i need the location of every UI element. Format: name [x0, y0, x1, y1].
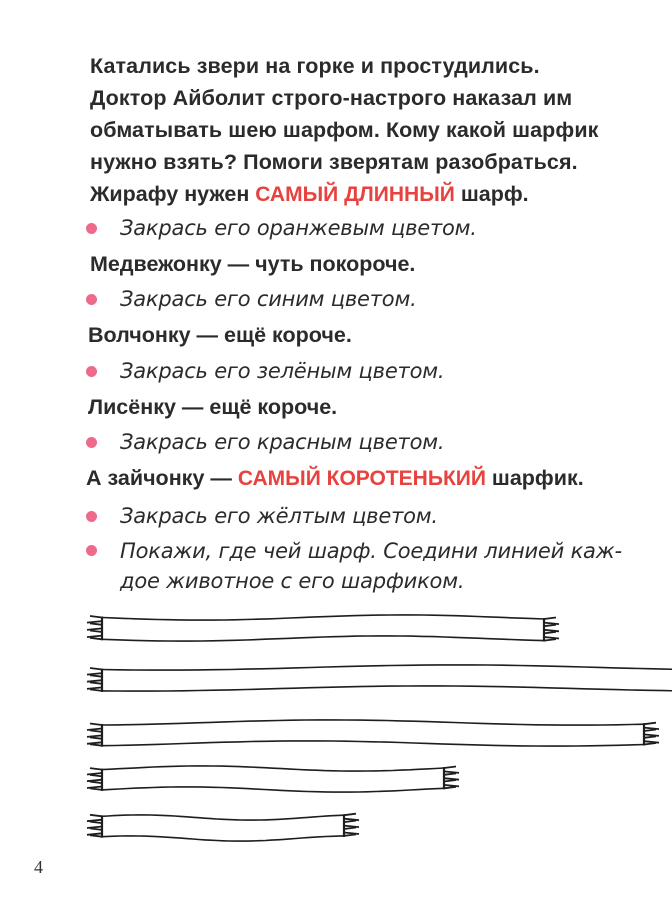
scarf-fringe	[87, 833, 102, 835]
instruction-text: Закрась его оранжевым цветом.	[120, 216, 477, 240]
scarf-fringe	[344, 828, 356, 830]
scarf-fringe	[544, 637, 559, 639]
scarf-fringe	[90, 724, 102, 726]
instruction-text: Закрась его красным цветом.	[120, 430, 445, 454]
intro-line: нужно взять? Помоги зверятам разобраться.	[90, 150, 578, 174]
scarf-fringe	[644, 741, 659, 743]
hare-text-end: шарфик.	[485, 466, 584, 490]
scarf-fringe	[344, 834, 356, 836]
instruction-text: Покажи, где чей шарф. Соедини линией каж-	[120, 539, 622, 563]
wolf-line: Волчонку — ещё короче.	[88, 323, 352, 347]
hare-text: А зайчонку —	[86, 466, 238, 490]
scarf-fringe	[644, 723, 656, 725]
scarf-fringe	[90, 623, 102, 625]
scarf-fringe	[90, 828, 102, 830]
scarf-fringe	[444, 787, 456, 789]
bear-line: Медвежонку — чуть покороче.	[90, 252, 416, 276]
instruction-text: Закрась его зелёным цветом.	[120, 359, 445, 383]
scarf-fringe	[644, 736, 656, 738]
scarf-fringe	[87, 680, 102, 682]
scarf-2[interactable]	[87, 665, 672, 692]
instruction-text: Закрась его синим цветом.	[120, 287, 417, 311]
scarf-fringe	[87, 787, 102, 789]
scarf-fringe	[90, 616, 102, 618]
giraffe-highlight: САМЫЙ ДЛИННЫЙ	[255, 183, 455, 206]
scarf-fringe	[344, 819, 359, 821]
scarf-fringe	[644, 734, 659, 736]
scarf-fringe	[90, 835, 102, 837]
intro-line: Доктор Айболит строго-настрого наказал им	[90, 86, 573, 110]
fox-line: Лисёнку — ещё короче.	[88, 395, 338, 419]
scarf-fringe	[87, 773, 102, 775]
scarf-fringe	[90, 788, 102, 790]
intro-line: обматывать шею шарфом. Кому какой шарфик	[90, 118, 599, 142]
page-number: 4	[34, 857, 43, 877]
intro-line: Катались звери на горке и простудились.	[90, 54, 540, 78]
scarf-fringe	[87, 687, 102, 689]
scarf-fringe	[544, 639, 556, 641]
scarf-fringe	[544, 625, 556, 627]
scarf-body	[102, 665, 672, 691]
scarf-fringe	[444, 773, 456, 775]
giraffe-text: Жирафу нужен	[90, 182, 256, 206]
scarf-fringe	[544, 632, 556, 634]
scarf-fringe	[90, 675, 102, 677]
scarf-fringe	[90, 668, 102, 670]
scarf-fringe	[544, 618, 556, 620]
scarf-fringe	[344, 814, 356, 816]
scarf-fringe	[644, 743, 656, 745]
scarf-fringe	[644, 730, 656, 732]
scarf-fringe	[87, 628, 102, 630]
scarf-fringe	[90, 682, 102, 684]
scarf-fringe	[87, 742, 102, 744]
scarf-fringe	[90, 822, 102, 824]
scarf-fringe	[90, 744, 102, 746]
scarf-fringe	[90, 730, 102, 732]
scarf-fringe	[87, 729, 102, 731]
scarf-fringe	[444, 780, 456, 782]
instruction-text: дое животное с его шарфиком.	[120, 569, 465, 593]
scarf-5[interactable]	[87, 814, 359, 841]
scarf-fringe	[344, 833, 359, 835]
scarf-fringe	[90, 782, 102, 784]
scarf-fringe	[87, 621, 102, 623]
scarf-fringe	[644, 728, 659, 730]
scarf-fringe	[544, 630, 559, 632]
scarf-fringe	[344, 821, 356, 823]
scarf-fringe	[90, 737, 102, 739]
scarf-fringe	[344, 826, 359, 828]
scarf-4[interactable]	[87, 766, 459, 792]
scarf-fringe	[444, 785, 459, 787]
scarf-fringe	[87, 673, 102, 675]
scarf-fringe	[87, 636, 102, 638]
scarf-fringe	[87, 827, 102, 829]
scarf-fringe	[444, 778, 459, 780]
scarf-fringe	[87, 780, 102, 782]
scarf-fringe	[90, 689, 102, 691]
scarf-fringe	[444, 767, 456, 769]
scarf-fringe	[90, 775, 102, 777]
scarf-fringe	[87, 820, 102, 822]
hare-highlight: САМЫЙ КОРОТЕНЬКИЙ	[237, 467, 486, 490]
scarf-1[interactable]	[87, 615, 559, 642]
giraffe-text-end: шарф.	[454, 182, 529, 206]
scarf-fringe	[90, 768, 102, 770]
scarf-3[interactable]	[87, 720, 659, 747]
scarf-fringe	[90, 815, 102, 817]
scarf-fringe	[444, 771, 459, 773]
scarf-fringe	[90, 631, 102, 633]
scarf-fringe	[544, 623, 559, 625]
scarf-fringe	[87, 735, 102, 737]
instruction-text: Закрась его жёлтым цветом.	[120, 504, 438, 528]
scarf-fringe	[90, 638, 102, 640]
